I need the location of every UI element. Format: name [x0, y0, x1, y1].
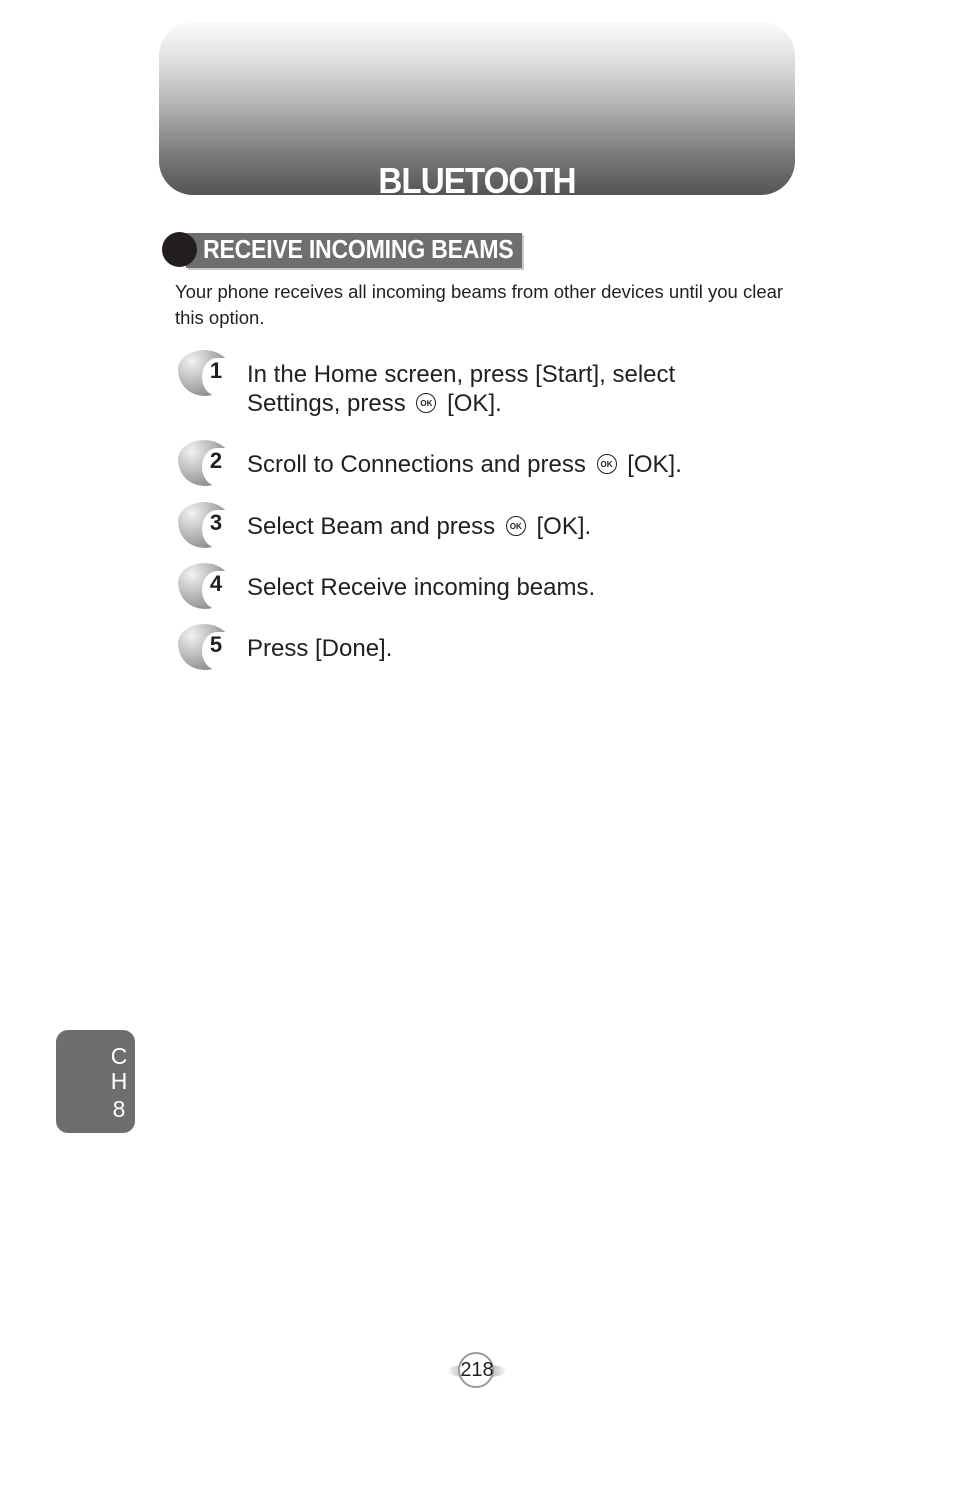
step-number: 3	[209, 510, 223, 535]
chapter-tab-c: C	[110, 1043, 128, 1069]
section-bullet-icon	[162, 232, 197, 267]
step-text: Press [Done].	[247, 635, 393, 662]
step-text	[247, 512, 767, 541]
chapter-tab-number: 8	[112, 1096, 126, 1122]
chapter-tab-h: H	[110, 1068, 128, 1094]
section-intro: Your phone receives all incoming beams from other devices until you clear this option.	[175, 281, 784, 328]
step-text	[247, 360, 767, 418]
chapter-tab-label	[108, 1044, 130, 1122]
page-number-badge	[447, 1352, 507, 1390]
step-text-line1: In the Home screen, press [Start], select	[247, 361, 676, 388]
step-text-pre: Scroll to Connections and press	[247, 451, 586, 478]
step-number: 5	[209, 632, 223, 657]
chapter-title: BLUETOOTH	[378, 160, 576, 201]
ok-key-icon: OK	[597, 454, 617, 474]
step-text-post: [OK].	[627, 451, 682, 478]
step-text	[247, 450, 767, 479]
step-text-line2-pre: Settings, press	[247, 390, 406, 417]
ok-key-icon: OK	[506, 516, 526, 536]
step-text-line2-post: [OK].	[447, 390, 502, 417]
section-title: RECEIVE INCOMING BEAMS	[203, 234, 514, 264]
step-number: 2	[209, 448, 223, 473]
step-text-pre: Select Beam and press	[247, 513, 496, 540]
step-number: 4	[209, 571, 223, 596]
step-text-post: [OK].	[536, 513, 592, 540]
chapter-header	[159, 22, 795, 201]
step-number: 1	[209, 358, 223, 383]
ok-key-icon: OK	[416, 393, 436, 413]
step-text: Select Receive incoming beams.	[247, 574, 596, 601]
page-number: 218	[460, 1359, 494, 1381]
